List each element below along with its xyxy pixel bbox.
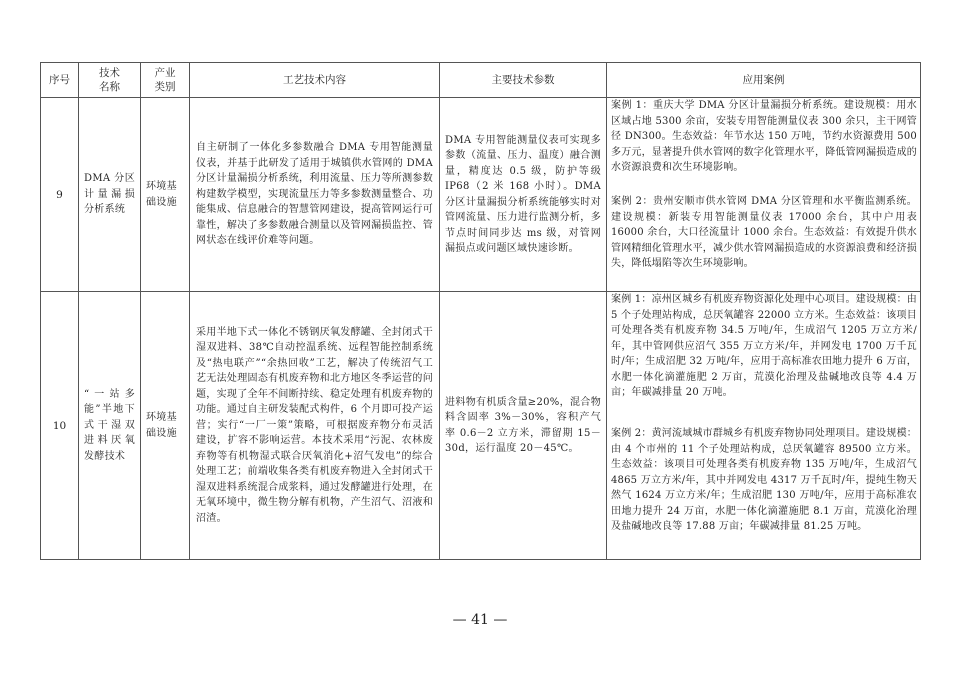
row-process-content: [190, 98, 440, 292]
case-2: 案例 2：贵州安顺市供水管网 DMA 分区管理和水平衡监测系统。建设规模：新装专用智能测量仪表 17000 余台，其中户用表 16000 余台，大口径流量计 1000 余台。生态效益：有效提升供水管网精细化管理水平，减少供水管网漏损造成的水资源浪费和经济损失，降低塌陷等次生环境影响。: [611, 196, 917, 269]
table-row: [41, 292, 921, 560]
header-content: 工艺技术内容: [190, 63, 440, 98]
params-text: DMA 专用智能测量仪表可实现多参数（流量、压力、温度）融合测量，精度达 0.5 级，防护等级 IP68（2 米 168 小时）。DMA 分区计量漏损分析系统能够实时对管网流量、压力进行监测分析，多节点时间同步达 ms 级，对管网漏损点或问题区域快速诊断。: [445, 134, 601, 254]
header-index: 序号: [41, 63, 79, 98]
row-process-content: [190, 292, 440, 560]
process-content-text: 采用半地下式一体化不锈钢厌氧发酵罐、全封闭式干湿双进料、38℃自动控温系统、远程智能控制系统及“热电联产”“余热回收”工艺，解决了传统沼气工艺无法处理固态有机废弃物和北方地区冬季运营的问题，实现了全年不间断持续、稳定处理有机废弃物的功能。通过自主研发装配式构件，6 个月即可投产运营；实行“一厂一策”策略，可根据废弃物分布灵活建设，扩容不影响运营。本技术采用“污泥、农林废弃物等有机物湿式联合厌氧消化+沼气发电”的综合处理工艺；前端收集各类有机废弃物进入全封闭式干湿双进料系统混合成浆料，通过发酵罐进行处理，在无氧环境中，微生物分解有机物，产生沼气、沼液和沼渣。: [196, 326, 433, 524]
case-1: 案例 1：重庆大学 DMA 分区计量漏损分析系统。建设规模：用水区域占地 5300 余亩，安装专用智能测量仪表 300 余只，主干网管径 DN300。生态效益：年节水达 150 万吨，节约水资源费用 500 多万元，显著提升供水管网的数字化管理水平，降低管网漏损造成的水资源浪费和次生环境影响。: [611, 100, 917, 173]
tech-name-text: DMA 分区计量漏损分析系统: [84, 173, 135, 216]
technology-table: [40, 62, 921, 560]
category-text: 环境基础设施: [146, 181, 177, 208]
header-category-label: 产业类别: [154, 67, 176, 93]
header-category: [141, 63, 190, 98]
row-tech-name: [79, 98, 141, 292]
header-name: [79, 63, 141, 98]
params-text: 进料物有机质含量≥20%，混合物料含固率 3%－30%，容积产气率 0.6－2 立方米，滞留期 15－30d，运行温度 20－45℃。: [445, 396, 601, 454]
row-category: [141, 98, 190, 292]
tech-name-text: “一站多能”半地下式干湿双进料厌氧发酵技术: [84, 388, 135, 462]
row-category: [141, 292, 190, 560]
header-params: 主要技术参数: [440, 63, 607, 98]
table-header-row: [41, 63, 921, 98]
row-index: 10: [41, 292, 79, 560]
case-2: 案例 2：黄河流域城市群城乡有机废弃物协同处理项目。建设规模：由 4 个市州的 11 个子处理站构成，总厌氧罐容 89500 立方米。生态效益：该项目可处理各类有机废弃物 135 万吨/年，生成沼气 4865 万立方米/年，其中并网发电 4317 万千瓦时/年，提纯生物天然气 1624 万立方米/年；生成沼肥 130 万吨/年，应用于高标准农田地力提升 24 万亩，水肥一体化滴灌施肥 8.1 万亩，荒漠化治理及盐碱地改良等 17.88 万亩；年碳减排量 81.25 万吨。: [611, 428, 917, 532]
process-content-text: 自主研制了一体化多参数融合 DMA 专用智能测量仪表，并基于此研发了适用于城镇供水管网的 DMA 分区计量漏损分析系统，利用流量、压力等所测参数构建数学模型，实现流量压力等多参数测量整合、功能集成、信息融合的智慧管网建设，提高管网运行可靠性，解决了多参数融合测量以及管网漏损监控、管网状态在线评价难等问题。: [196, 142, 433, 247]
row-params: [440, 98, 607, 292]
table-row: [41, 98, 921, 292]
row-params: [440, 292, 607, 560]
row-cases: [607, 98, 921, 292]
page-number: — 41 —: [452, 612, 508, 628]
row-index: 9: [41, 98, 79, 292]
row-cases: [607, 292, 921, 560]
row-tech-name: [79, 292, 141, 560]
header-name-label: 技术名称: [99, 67, 120, 93]
header-cases: 应用案例: [607, 63, 921, 98]
case-1: 案例 1：凉州区城乡有机废弃物资源化处理中心项目。建设规模：由 5 个子处理站构成，总厌氧罐容 22000 立方米。生态效益：该项目可处理各类有机废弃物 34.5 万吨/年，生成沼气 1205 万立方米/年，其中管网供应沼气 355 万立方米/年，并网发电 1700 万千瓦时/年；生成沼肥 32 万吨/年，应用于高标准农田地力提升 6 万亩，水肥一体化滴灌施肥 2 万亩，荒漠化治理及盐碱地改良等 4.4 万亩；年碳减排量 20 万吨。: [611, 294, 917, 398]
category-text: 环境基础设施: [146, 412, 177, 439]
